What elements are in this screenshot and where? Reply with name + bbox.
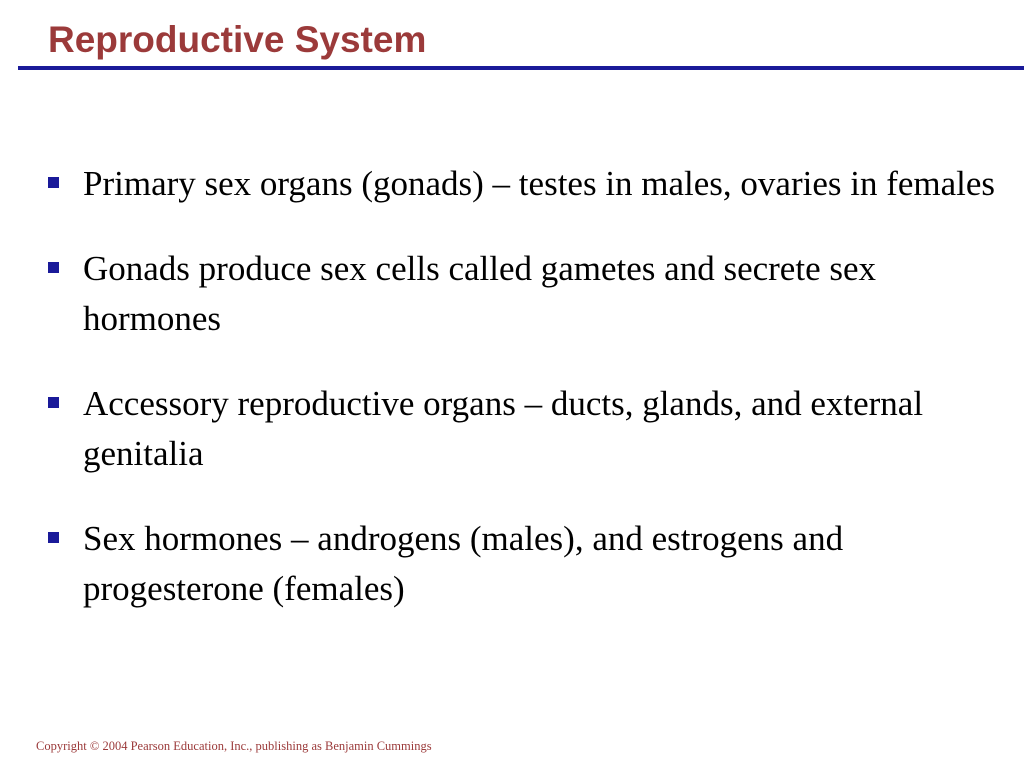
title-divider [18,66,1024,70]
bullet-text: Primary sex organs (gonads) – testes in males, ovaries in females [83,164,996,203]
copyright-notice: Copyright © 2004 Pearson Education, Inc., publishing as Benjamin Cummings [36,739,432,753]
bullet-item [40,514,1000,614]
square-bullet-icon [48,397,59,408]
bullet-item [40,244,1000,344]
square-bullet-icon [48,532,59,543]
bullet-text: Accessory reproductive organs – ducts, glands, and external genitalia [83,384,924,473]
bullet-item [40,379,1000,479]
bullet-item [40,159,1000,209]
slide-title: Reproductive System [48,19,427,60]
bullet-list [40,159,1000,649]
bullet-text: Sex hormones – androgens (males), and estrogens and progesterone (females) [83,519,844,608]
square-bullet-icon [48,262,59,273]
square-bullet-icon [48,177,59,188]
bullet-text: Gonads produce sex cells called gametes and secrete sex hormones [83,249,877,338]
